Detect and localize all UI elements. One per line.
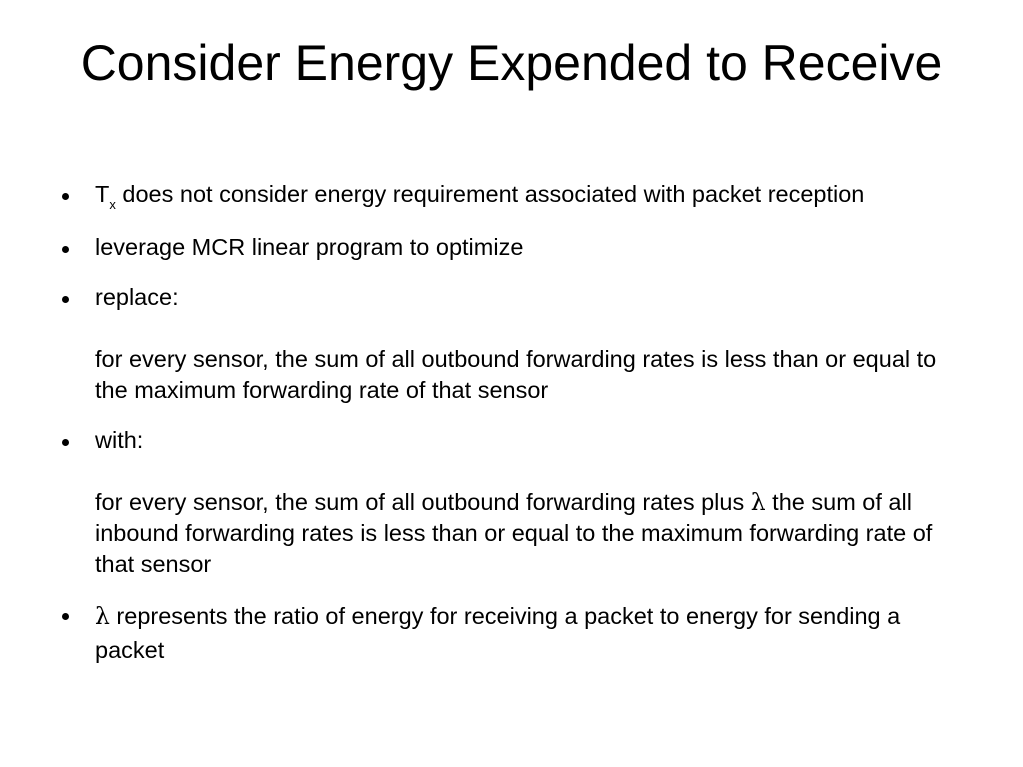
- bullet-dot-icon: [62, 439, 69, 446]
- bullet-dot-icon: [62, 296, 69, 303]
- bullet-item: [0, 599, 1023, 667]
- bullet-text: [95, 284, 973, 403]
- bullet-body-text: does not consider energy requirement associated with packet reception: [115, 181, 865, 207]
- bullet-item: [0, 425, 1023, 580]
- bullet-lead-text: replace:: [95, 284, 179, 310]
- bullet-item: [0, 282, 1023, 406]
- bullet-body-text-after: the sum of all inbound forwarding rates is less than or equal to the maximum forwarding rate of that sensor: [95, 489, 933, 577]
- bullet-dot-icon: [62, 613, 69, 620]
- lambda-symbol: λ: [95, 602, 110, 630]
- bullet-dot-icon: [62, 193, 69, 200]
- bullet-body-text: represents the ratio of energy for receiving a packet to energy for sending a packet: [95, 603, 901, 663]
- bullet-subscript: x: [109, 197, 116, 212]
- bullet-lead-text: with:: [95, 427, 144, 453]
- bullet-item: [0, 232, 1023, 263]
- bullet-text: leverage MCR linear program to optimize: [95, 234, 524, 260]
- lambda-symbol: λ: [750, 488, 766, 516]
- bullet-body-text-before: for every sensor, the sum of all outbound forwarding rates plus: [95, 489, 751, 515]
- bullet-symbol: T: [95, 181, 110, 207]
- bullet-dot-icon: [62, 246, 69, 253]
- bullet-text: [95, 181, 865, 212]
- bullet-text: [95, 603, 900, 663]
- bullet-list: [0, 179, 1023, 686]
- bullet-item: [0, 179, 1023, 213]
- bullet-text: [95, 427, 973, 577]
- slide-title: Consider Energy Expended to Receive: [80, 35, 943, 91]
- bullet-body-text: for every sensor, the sum of all outbound forwarding rates is less than or equal to the maximum forwarding rate of that sensor: [95, 346, 937, 403]
